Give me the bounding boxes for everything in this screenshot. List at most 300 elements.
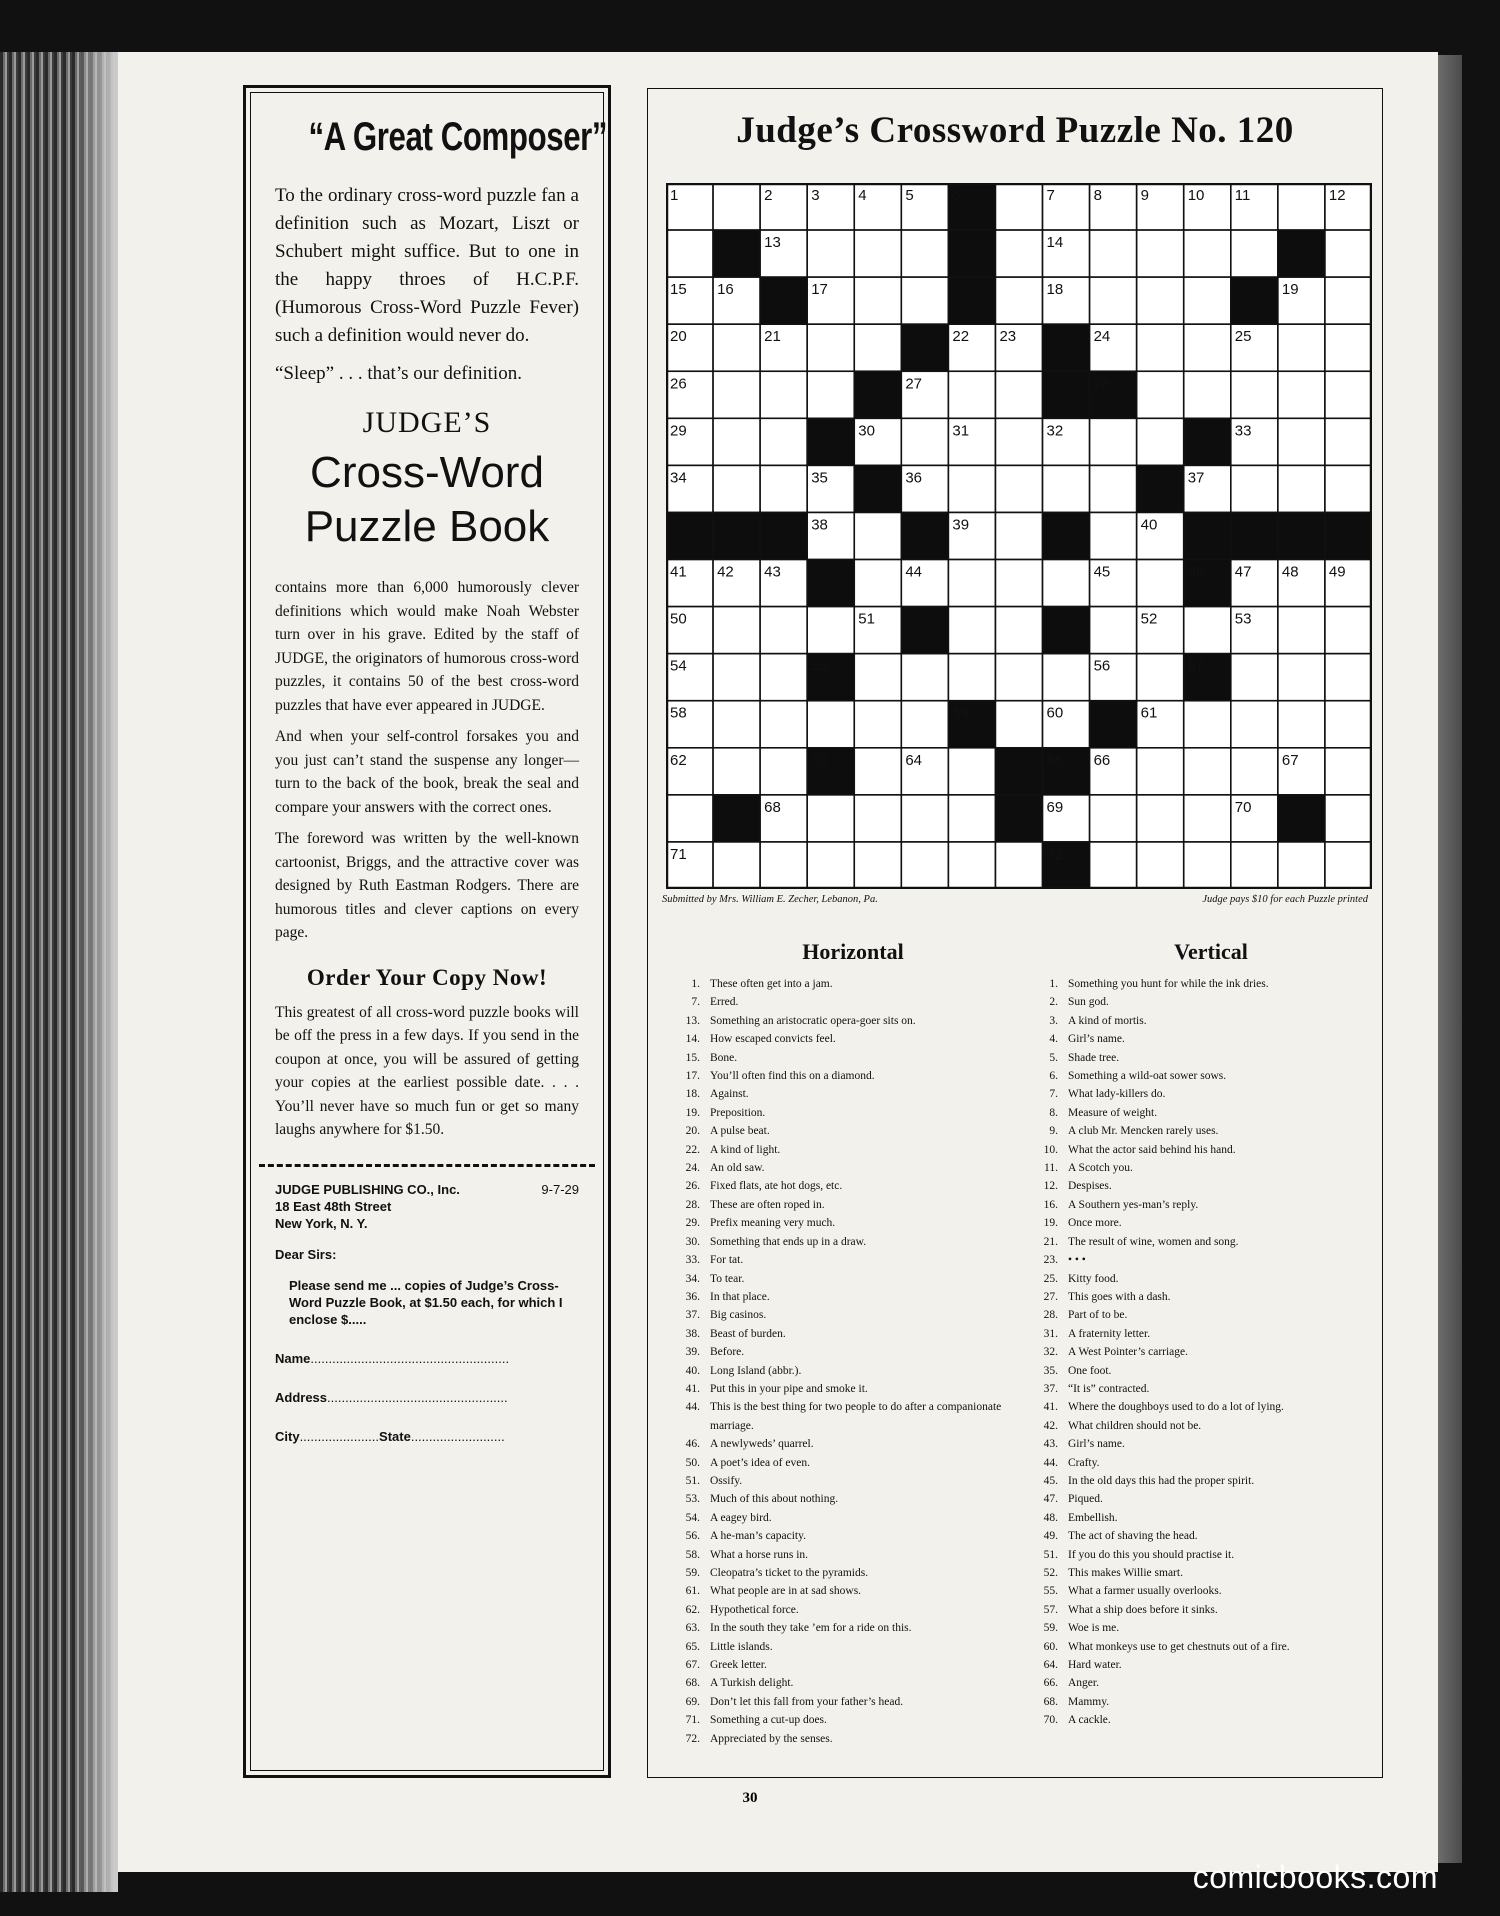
grid-cell[interactable] [1278, 842, 1325, 889]
grid-cell[interactable] [1137, 277, 1184, 324]
grid-cell[interactable] [901, 654, 948, 701]
clue-number: 60. [1043, 1640, 1058, 1653]
grid-number: 70 [1234, 798, 1252, 816]
puzzle-title: Judge’s Crossword Puzzle No. 120 [736, 110, 1294, 151]
grid-cell[interactable] [807, 607, 854, 654]
grid-cell[interactable] [1278, 607, 1325, 654]
clue-number: 44. [685, 1401, 700, 1414]
book-right-edge [1438, 55, 1462, 1863]
clue-text: What a horse runs in. [710, 1548, 809, 1561]
grid-cell[interactable] [1137, 560, 1184, 607]
grid-number: 9 [1140, 187, 1150, 204]
grid-number: 34 [670, 469, 687, 487]
grid-cell[interactable] [1137, 748, 1184, 795]
clue-number: 38. [685, 1327, 700, 1340]
grid-number: 35 [811, 469, 828, 487]
grid-cell[interactable] [1184, 842, 1231, 889]
grid-cell[interactable] [854, 748, 901, 795]
clue-item [668, 1214, 1008, 1232]
grid-cell[interactable] [1325, 795, 1372, 842]
coupon-company: JUDGE PUBLISHING CO., Inc. [275, 1181, 460, 1197]
clue-text: Cleopatra’s ticket to the pyramids. [710, 1567, 869, 1579]
grid-cell[interactable] [760, 607, 807, 654]
grid-cell[interactable] [995, 230, 1042, 277]
grid-number: 52 [1140, 610, 1158, 628]
grid-cell[interactable] [1325, 324, 1372, 371]
clue-text: A kind of light. [710, 1143, 781, 1156]
grid-cell[interactable] [854, 512, 901, 559]
grid-cell[interactable] [854, 560, 901, 607]
grid-cell[interactable] [995, 842, 1042, 889]
clue-item [668, 1251, 1008, 1269]
clue-text: A Turkish delight. [710, 1677, 794, 1690]
grid-cell[interactable] [995, 701, 1042, 748]
clue-text: One foot. [1068, 1364, 1112, 1377]
grid-cell[interactable] [713, 183, 760, 230]
grid-cell[interactable] [713, 607, 760, 654]
grid-cell[interactable] [854, 795, 901, 842]
clue-number: 65. [685, 1640, 700, 1653]
coupon-address-field[interactable]: Address.................................................. [275, 1389, 508, 1405]
grid-cell[interactable] [760, 748, 807, 795]
coupon-city: New York, N. Y. [275, 1215, 368, 1231]
grid-cell[interactable] [995, 371, 1042, 418]
coupon-date: 9-7-29 [541, 1181, 579, 1197]
grid-number: 14 [1046, 234, 1064, 252]
grid-cell[interactable] [1231, 701, 1278, 748]
grid-number: 47 [1234, 563, 1252, 581]
grid-cell[interactable] [1043, 654, 1090, 701]
grid-cell[interactable] [713, 654, 760, 701]
crossword-grid-wrap [666, 183, 1372, 889]
grid-number: 57 [1187, 657, 1205, 675]
clue-number: 32. [1043, 1346, 1058, 1359]
grid-number: 68 [764, 798, 781, 816]
crossword-grid[interactable] [666, 183, 1372, 889]
clue-item [1026, 1306, 1366, 1324]
grid-cell[interactable] [1184, 230, 1231, 277]
grid-cell[interactable] [901, 277, 948, 324]
grid-cell[interactable] [1090, 512, 1137, 559]
clue-number: 53. [685, 1493, 700, 1506]
clue-text: Measure of weight. [1068, 1106, 1158, 1119]
grid-cell[interactable] [948, 654, 995, 701]
clue-item [668, 1362, 1008, 1380]
clue-item [668, 975, 1008, 993]
grid-cell[interactable] [854, 324, 901, 371]
grid-cell[interactable] [1231, 371, 1278, 418]
grid-cell[interactable] [854, 277, 901, 324]
grid-cell[interactable] [1278, 371, 1325, 418]
clue-text: What a farmer usually overlooks. [1068, 1585, 1222, 1598]
grid-cell[interactable] [995, 654, 1042, 701]
grid-cell-black [1043, 324, 1090, 371]
grid-cell[interactable] [901, 418, 948, 465]
grid-cell[interactable] [1278, 418, 1325, 465]
clue-item [668, 1159, 1008, 1177]
clue-number: 22. [685, 1143, 700, 1156]
clue-item [1026, 1693, 1366, 1711]
clue-item [1026, 1288, 1366, 1306]
grid-cell-black [854, 371, 901, 418]
clue-item [668, 1141, 1008, 1159]
grid-cell[interactable] [1325, 371, 1372, 418]
grid-cell[interactable] [1090, 607, 1137, 654]
grid-number: 12 [1328, 187, 1346, 204]
clue-item [1026, 1325, 1366, 1343]
clue-number: 15. [685, 1051, 700, 1064]
grid-cell[interactable] [1278, 465, 1325, 512]
grid-number: 11 [1234, 187, 1251, 204]
clue-item [668, 1472, 1008, 1490]
clue-text: In the south they take ’em for a ride on this. [710, 1622, 912, 1635]
grid-cell[interactable] [1184, 701, 1231, 748]
grid-number: 27 [905, 375, 923, 393]
clue-number: 37. [685, 1309, 700, 1322]
grid-cell[interactable] [948, 465, 995, 512]
grid-cell[interactable] [1325, 748, 1372, 795]
grid-cell[interactable] [1184, 607, 1231, 654]
ad-paragraph-order: This greatest of all cross-word puzzle books will be off the press in a few days. If you send in the coupon at once, you will be assured of getting your copies at the earliest possible date. . . . You’ll never have so much fun or get so many laughs anywhere for $1.50. [275, 1003, 579, 1138]
grid-number: 48 [1281, 563, 1299, 581]
clue-number: 69. [685, 1695, 700, 1708]
grid-number: 56 [1093, 657, 1111, 675]
grid-cell[interactable] [1325, 842, 1372, 889]
clue-number: 36. [685, 1290, 700, 1303]
grid-cell[interactable] [1231, 748, 1278, 795]
clue-item [1026, 1527, 1366, 1545]
grid-cell[interactable] [760, 842, 807, 889]
grid-cell[interactable] [1090, 465, 1137, 512]
coupon-street: 18 East 48th Street [275, 1198, 392, 1214]
clue-number: 26. [685, 1180, 700, 1193]
grid-cell[interactable] [1325, 607, 1372, 654]
clue-text: Preposition. [710, 1106, 766, 1119]
grid-cell[interactable] [854, 842, 901, 889]
grid-number: 61 [1140, 704, 1158, 722]
clue-item [1026, 1049, 1366, 1067]
clue-number: 59. [685, 1567, 700, 1579]
grid-cell[interactable] [995, 465, 1042, 512]
grid-cell[interactable] [713, 418, 760, 465]
clue-item [1026, 1564, 1366, 1582]
grid-cell[interactable] [1325, 465, 1372, 512]
clue-text: Anger. [1068, 1677, 1099, 1690]
clue-item [1026, 1141, 1366, 1159]
clue-text: Beast of burden. [710, 1327, 786, 1340]
clue-number: 58. [685, 1548, 700, 1561]
grid-cell[interactable] [948, 560, 995, 607]
grid-number: 46 [1187, 563, 1205, 581]
grid-cell[interactable] [1184, 324, 1231, 371]
grid-cell-black [713, 795, 760, 842]
grid-number: 8 [1093, 187, 1102, 204]
clue-number: 28. [685, 1198, 700, 1211]
clue-text: Girl’s name. [1068, 1033, 1125, 1046]
grid-cell[interactable] [760, 371, 807, 418]
grid-cell-black [1278, 795, 1325, 842]
clue-number: 28. [1043, 1309, 1058, 1322]
grid-number: 2 [764, 187, 773, 204]
grid-cell[interactable] [1278, 654, 1325, 701]
clue-number: 51. [1043, 1548, 1058, 1561]
grid-cell[interactable] [901, 230, 948, 277]
grid-number: 16 [717, 281, 734, 299]
order-coupon [275, 1181, 579, 1445]
grid-number: 18 [1046, 281, 1064, 299]
grid-number: 31 [952, 422, 970, 440]
ad-paragraph-contents: contains more than 6,000 humorously clever definitions which would make Noah Webster turn over in his grave. Edited by the staff of JUDGE, the originators of humorous cross-word puzzles, it contains 50 of the best cross-word puzzles that have ever appeared in JUDGE. [275, 579, 579, 714]
grid-cell[interactable] [948, 842, 995, 889]
grid-cell[interactable] [1137, 371, 1184, 418]
grid-cell-black [1278, 512, 1325, 559]
clue-item [668, 1380, 1008, 1398]
clue-text: Where the doughboys used to do a lot of lying. [1068, 1401, 1284, 1414]
grid-number: 50 [670, 610, 687, 628]
grid-cell[interactable] [854, 654, 901, 701]
clue-number: 12. [1043, 1180, 1058, 1193]
clue-number: 67. [685, 1659, 700, 1672]
grid-cell-black [1231, 512, 1278, 559]
grid-cell[interactable] [1137, 795, 1184, 842]
grid-cell[interactable] [807, 795, 854, 842]
grid-cell-black [760, 512, 807, 559]
clue-text: Once more. [1068, 1217, 1122, 1230]
grid-cell[interactable] [1184, 371, 1231, 418]
grid-cell-black [1231, 277, 1278, 324]
grid-cell[interactable] [1137, 842, 1184, 889]
clue-number: 27. [1043, 1290, 1058, 1303]
grid-cell[interactable] [713, 324, 760, 371]
clue-number: 3. [1049, 1014, 1058, 1027]
grid-cell[interactable] [995, 418, 1042, 465]
coupon-cut-line [259, 1164, 595, 1167]
grid-cell[interactable] [760, 465, 807, 512]
grid-cell[interactable] [948, 607, 995, 654]
grid-cell[interactable] [713, 465, 760, 512]
clue-number: 63. [685, 1622, 700, 1635]
grid-cell-black [1278, 230, 1325, 277]
clue-text: Mammy. [1068, 1695, 1110, 1708]
clue-text: Much of this about nothing. [710, 1493, 839, 1506]
grid-cell[interactable] [901, 701, 948, 748]
grid-cell[interactable] [995, 183, 1042, 230]
clue-text: A pulse beat. [710, 1125, 770, 1138]
clue-item [1026, 1251, 1366, 1269]
grid-cell[interactable] [854, 701, 901, 748]
grid-cell[interactable] [807, 230, 854, 277]
grid-cell[interactable] [807, 324, 854, 371]
coupon-city-state-field[interactable]: City......................State.......................... [275, 1428, 505, 1444]
clue-text: Crafty. [1068, 1456, 1100, 1469]
grid-cell[interactable] [1137, 324, 1184, 371]
clue-text: Appreciated by the senses. [710, 1732, 833, 1745]
grid-number: 67 [1281, 751, 1299, 769]
grid-number: 37 [1187, 469, 1205, 487]
clue-item [1026, 1454, 1366, 1472]
grid-cell[interactable] [1325, 701, 1372, 748]
grid-cell[interactable] [666, 230, 713, 277]
grid-cell[interactable] [1090, 277, 1137, 324]
grid-cell-black [1043, 371, 1090, 418]
grid-cell[interactable] [1043, 465, 1090, 512]
clue-number: 35. [1043, 1364, 1058, 1377]
grid-cell-black [666, 512, 713, 559]
coupon-state-label: State [379, 1428, 411, 1444]
grid-cell[interactable] [948, 795, 995, 842]
grid-cell[interactable] [1325, 418, 1372, 465]
clue-item [1026, 1398, 1366, 1416]
grid-number: 41 [670, 563, 687, 581]
clue-item [668, 1601, 1008, 1619]
grid-cell[interactable] [666, 795, 713, 842]
grid-number: 29 [670, 422, 687, 440]
clue-number: 62. [685, 1603, 700, 1616]
grid-cell[interactable] [1090, 418, 1137, 465]
grid-cell[interactable] [713, 371, 760, 418]
grid-number: 62 [670, 751, 687, 769]
grid-cell[interactable] [1278, 701, 1325, 748]
grid-number: 42 [717, 563, 734, 581]
grid-cell[interactable] [1184, 795, 1231, 842]
grid-number: 54 [670, 657, 687, 675]
grid-cell-black [995, 795, 1042, 842]
clue-text: Bone. [710, 1051, 738, 1064]
clue-item [668, 1177, 1008, 1195]
grid-number: 6 [952, 187, 961, 204]
grid-cell[interactable] [1090, 795, 1137, 842]
ad-sleep-definition: “Sleep” . . . that’s our definition. [275, 363, 522, 384]
clue-item [1026, 1122, 1366, 1140]
grid-cell[interactable] [807, 371, 854, 418]
grid-number: 51 [858, 610, 875, 628]
grid-cell[interactable] [948, 748, 995, 795]
clue-text: Ossify. [710, 1474, 743, 1487]
grid-cell[interactable] [1231, 465, 1278, 512]
clue-number: 72. [685, 1732, 700, 1745]
crossword-puzzle-box [647, 88, 1383, 1778]
grid-cell-black [807, 560, 854, 607]
clue-number: 41. [1043, 1401, 1058, 1414]
grid-cell[interactable] [995, 512, 1042, 559]
grid-cell-black [901, 607, 948, 654]
grid-cell[interactable] [995, 560, 1042, 607]
grid-cell[interactable] [1137, 654, 1184, 701]
clue-text: Something an aristocratic opera-goer sits on. [710, 1014, 916, 1027]
grid-cell[interactable] [713, 748, 760, 795]
grid-number: 7 [1046, 187, 1055, 204]
grid-cell[interactable] [1231, 654, 1278, 701]
grid-number: 22 [952, 328, 970, 346]
grid-number: 58 [670, 704, 687, 722]
clue-number: 43. [1043, 1438, 1058, 1451]
clue-number: 52. [1043, 1567, 1058, 1579]
grid-cell[interactable] [1325, 654, 1372, 701]
grid-cell[interactable] [713, 701, 760, 748]
grid-cell[interactable] [995, 607, 1042, 654]
grid-cell[interactable] [1231, 230, 1278, 277]
grid-cell[interactable] [1278, 324, 1325, 371]
clue-text: A newlyweds’ quarrel. [710, 1438, 814, 1451]
clue-text: Hypothetical force. [710, 1603, 799, 1616]
grid-number: 63 [811, 751, 828, 769]
grid-cell[interactable] [1137, 418, 1184, 465]
grid-cell[interactable] [948, 371, 995, 418]
grid-cell[interactable] [901, 795, 948, 842]
grid-cell[interactable] [1137, 230, 1184, 277]
grid-cell[interactable] [807, 842, 854, 889]
grid-number: 45 [1093, 563, 1111, 581]
advertisement-box [243, 85, 611, 1778]
clue-number: 21. [1043, 1235, 1058, 1248]
grid-number: 4 [858, 187, 867, 204]
grid-cell[interactable] [1090, 842, 1137, 889]
clue-number: 6. [1049, 1070, 1058, 1083]
coupon-name-field[interactable]: Name....................................................... [275, 1350, 510, 1366]
clue-number: 57. [1043, 1603, 1058, 1616]
watermark: comicbooks.com [1192, 1859, 1438, 1895]
grid-cell[interactable] [760, 654, 807, 701]
grid-cell[interactable] [854, 230, 901, 277]
grid-cell[interactable] [1043, 560, 1090, 607]
grid-cell[interactable] [713, 842, 760, 889]
grid-cell[interactable] [1231, 842, 1278, 889]
grid-number: 5 [905, 187, 914, 204]
grid-cell[interactable] [807, 701, 854, 748]
coupon-city-label: City [275, 1428, 300, 1444]
grid-cell[interactable] [760, 701, 807, 748]
clue-text: Erred. [710, 996, 739, 1009]
clue-item [668, 1693, 1008, 1711]
clue-text: Something a wild-oat sower sows. [1068, 1070, 1227, 1083]
grid-cell[interactable] [760, 418, 807, 465]
puzzle-payment-note: Judge pays $10 for each Puzzle printed [1202, 894, 1368, 905]
clue-text: Despises. [1068, 1180, 1112, 1193]
clue-item [668, 1067, 1008, 1085]
grid-number: 32 [1046, 422, 1064, 440]
clue-text: What a ship does before it sinks. [1068, 1603, 1218, 1616]
ad-brand-line3: Puzzle Book [304, 502, 550, 551]
clue-item [1026, 1509, 1366, 1527]
grid-cell[interactable] [901, 842, 948, 889]
grid-cell[interactable] [995, 277, 1042, 324]
grid-number: 10 [1187, 187, 1205, 204]
grid-cell[interactable] [1278, 183, 1325, 230]
clue-number: 19. [685, 1106, 700, 1119]
clue-text: The result of wine, women and song. [1068, 1235, 1239, 1248]
grid-cell[interactable] [1184, 748, 1231, 795]
clue-number: 41. [685, 1382, 700, 1395]
clue-text: This makes Willie smart. [1068, 1567, 1183, 1579]
clue-text: A kind of mortis. [1068, 1014, 1147, 1027]
clue-item [668, 1270, 1008, 1288]
grid-cell[interactable] [1090, 230, 1137, 277]
clue-text: Something that ends up in a draw. [710, 1235, 867, 1248]
clue-item [668, 1509, 1008, 1527]
grid-number: 39 [952, 516, 970, 534]
grid-cell[interactable] [1325, 277, 1372, 324]
clue-item [1026, 1380, 1366, 1398]
grid-cell[interactable] [1184, 277, 1231, 324]
clue-number: 31. [1043, 1327, 1058, 1340]
clue-number: 54. [685, 1511, 700, 1524]
grid-cell-black [1325, 512, 1372, 559]
clue-number: 18. [685, 1088, 700, 1101]
clue-text: Girl’s name. [1068, 1438, 1125, 1451]
clue-number: 8. [1049, 1106, 1058, 1119]
grid-cell[interactable] [1325, 230, 1372, 277]
clue-number: 20. [685, 1125, 700, 1138]
